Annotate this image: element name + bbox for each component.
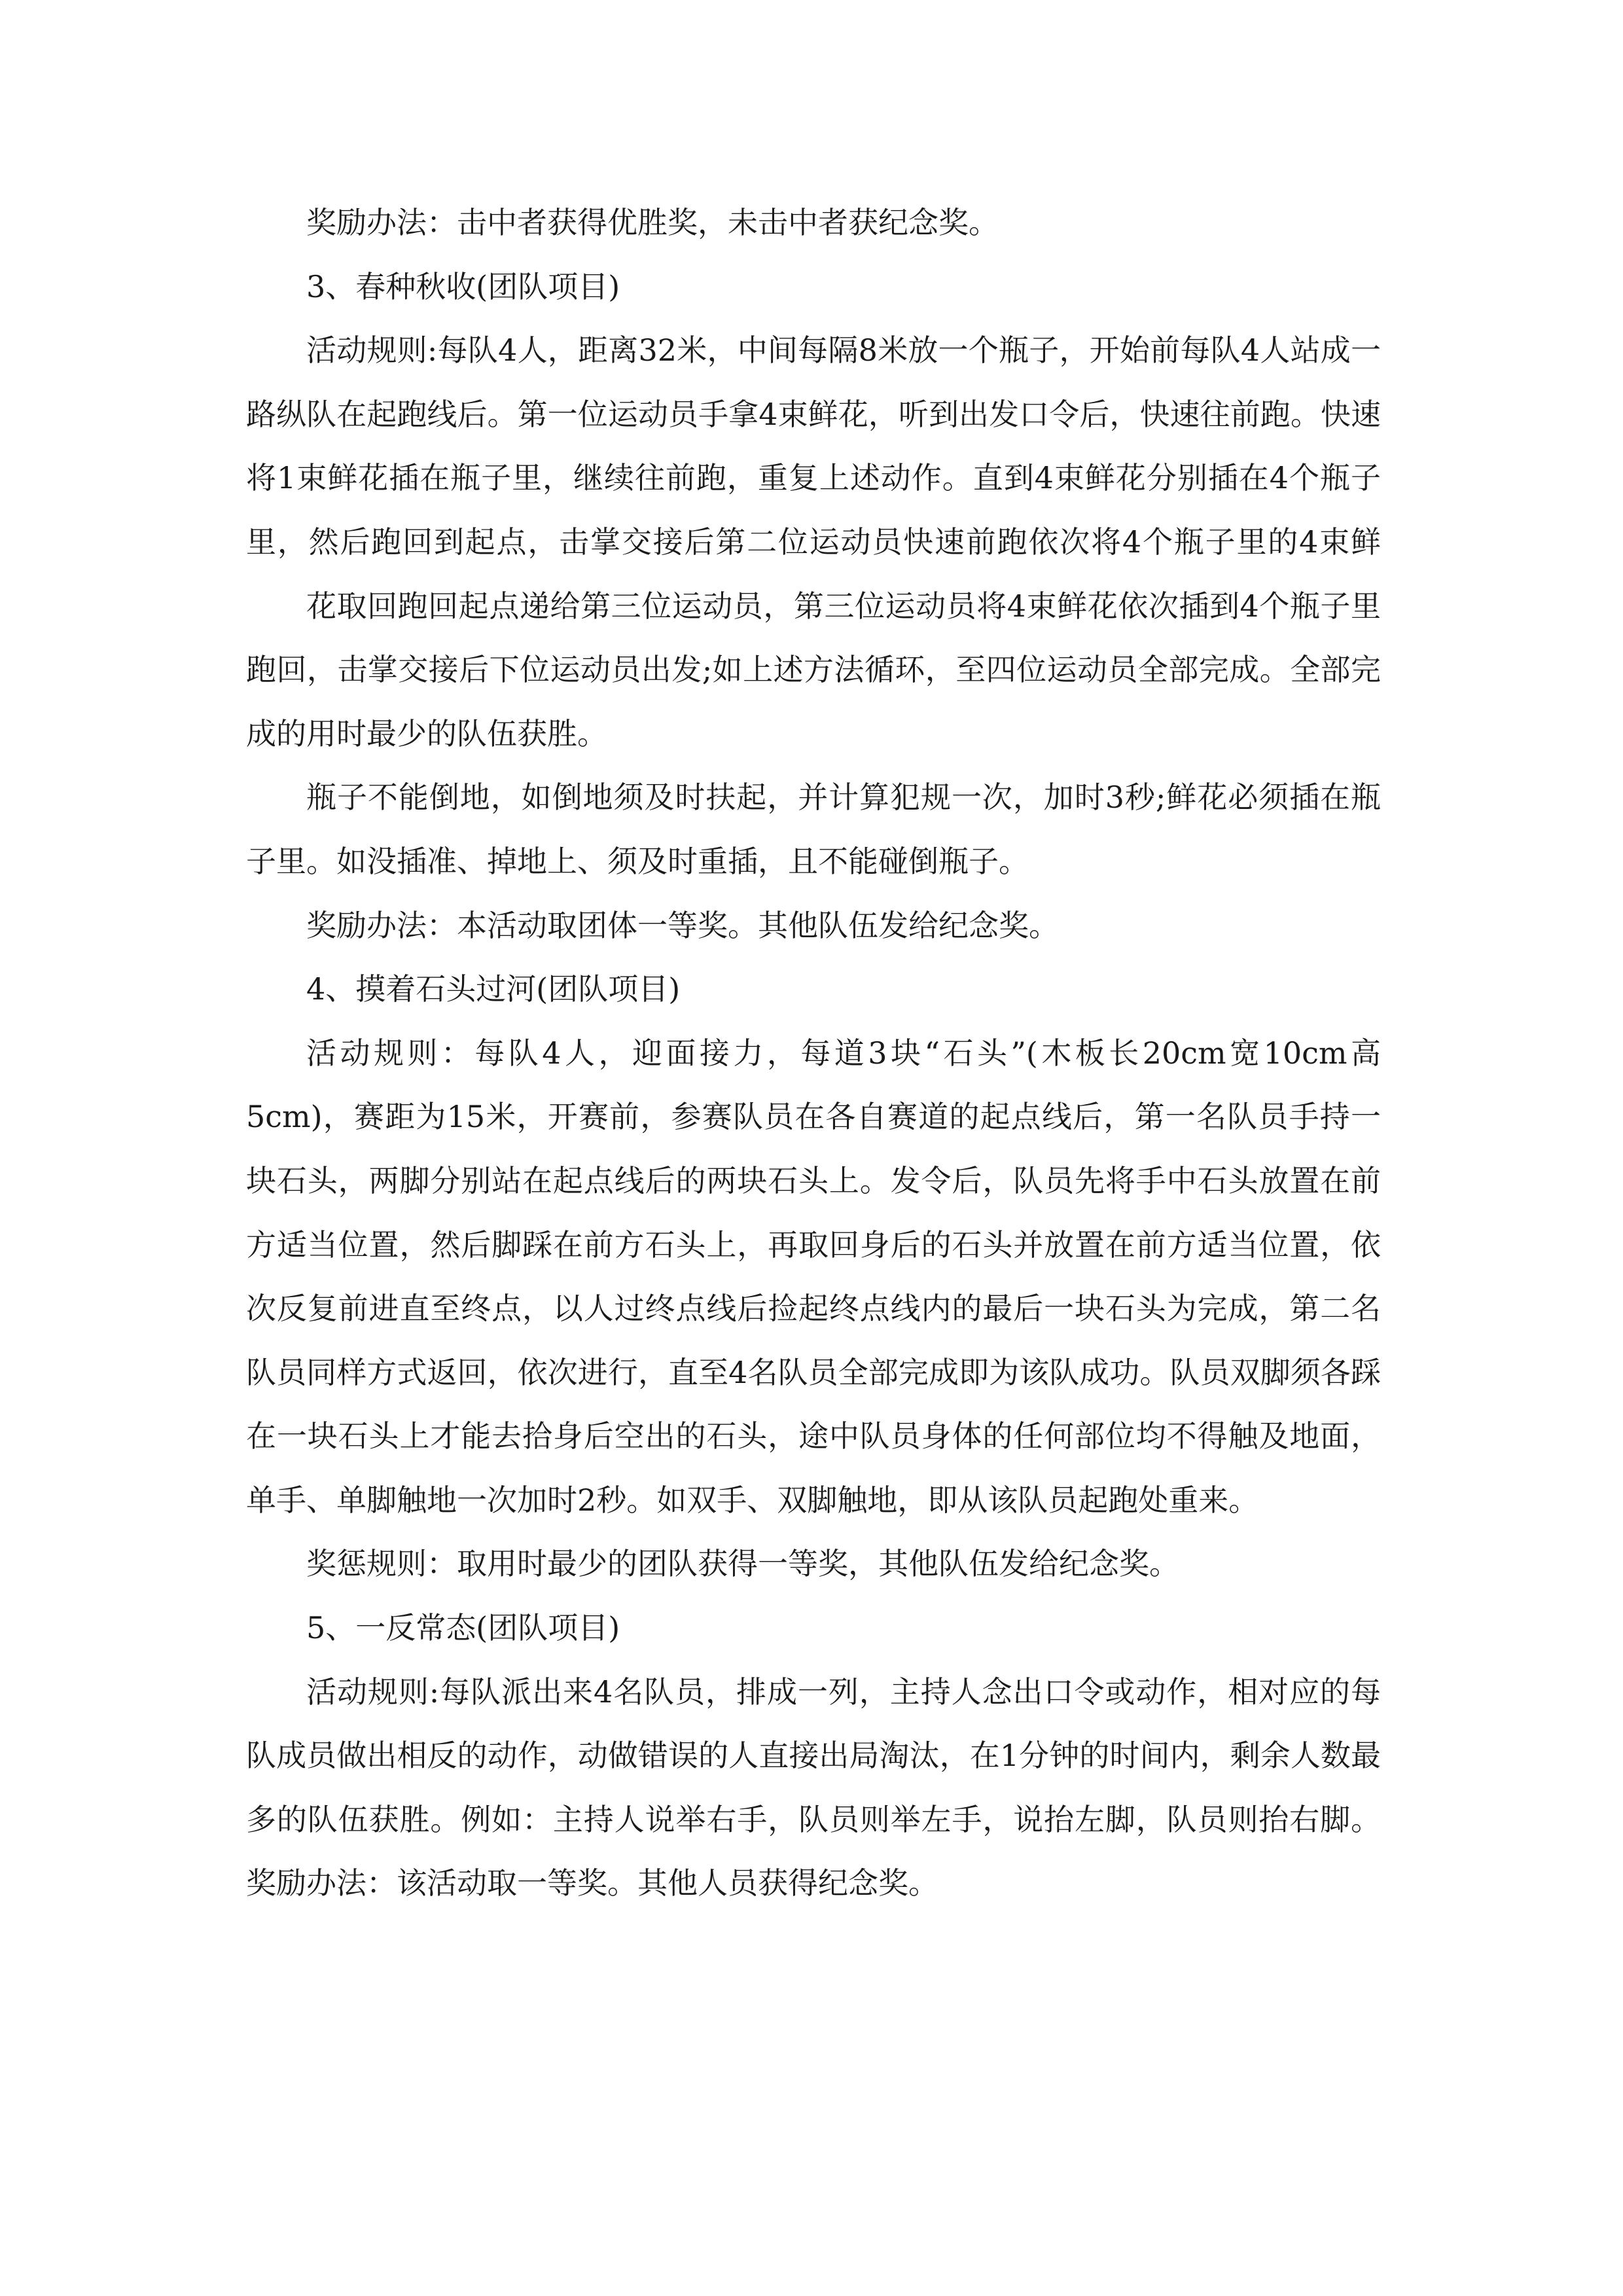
paragraph-reward-method-hit: 奖励办法：击中者获得优胜奖，未击中者获纪念奖。 — [306, 205, 999, 240]
heading-opposite-action: 5、一反常态(团队项目) — [306, 1610, 620, 1646]
paragraph-reward-method-team: 奖励办法：本活动取团体一等奖。其他队伍发给纪念奖。 — [306, 907, 1059, 943]
heading-cross-river-stones: 4、摸着石头过河(团队项目) — [306, 971, 681, 1007]
paragraph-reward-penalty-rules: 奖惩规则：取用时最少的团队获得一等奖，其他队伍发给纪念奖。 — [306, 1546, 1179, 1582]
paragraph-activity-rules-stones: 活动规则：每队4人，迎面接力，每道3块“石头”(木板长20cm宽10cm高5cm)，赛距为15米，开赛前，参赛队员在各自赛道的起点线后，第一名队员手持一块石头，两脚分别站在起点线后的两块石头上。发令后，队员先将手中石头放置在前方适当位置，然后脚踩在前方石头上，再取回身后的石头并放置在前方适当位置，依次反复前进直至终点，以人过终点线后捡起终点线内的最后一块石头为完成，第二名队员同样方式返回，依次进行，直至4名队员全部完成即为该队成功。队员双脚须各踩在一块石头上才能去拾身后空出的石头，途中队员身体的任何部位均不得触及地面，单手、单脚触地一次加时2秒。如双手、双脚触地，即从该队员起跑处重来。 — [246, 1035, 1381, 1518]
paragraph-activity-rules-opposite: 活动规则:每队派出来4名队员，排成一列，主持人念出口令或动作，相对应的每队成员做出相反的动作，动做错误的人直接出局淘汰，在1分钟的时间内，剩余人数最多的队伍获胜。例如：主持人说举右手，队员则举左手，说抬左脚，队员则抬右脚。奖励办法：该活动取一等奖。其他人员获得纪念奖。 — [246, 1674, 1381, 1901]
heading-spring-sow-autumn-harvest: 3、春种秋收(团队项目) — [306, 268, 620, 304]
paragraph-activity-rules-flowers: 活动规则:每队4人，距离32米，中间每隔8米放一个瓶子，开始前每队4人站成一路纵队在起跑线后。第一位运动员手拿4束鲜花，听到出发口令后，快速往前跑。快速将1束鲜花插在瓶子里，继续往前跑，重复上述动作。直到4束鲜花分别插在4个瓶子里，然后跑回到起点，击掌交接后第二位运动员快速前跑依次将4个瓶子里的4束鲜 — [246, 332, 1381, 560]
paragraph-bottle-penalty: 瓶子不能倒地，如倒地须及时扶起，并计算犯规一次，加时3秒;鲜花必须插在瓶子里。如没插准、掉地上、须及时重插，且不能碰倒瓶子。 — [246, 780, 1381, 879]
paragraph-flowers-continued: 花取回跑回起点递给第三位运动员，第三位运动员将4束鲜花依次插到4个瓶子里跑回，击掌交接后下位运动员出发;如上述方法循环，至四位运动员全部完成。全部完成的用时最少的队伍获胜。 — [246, 588, 1381, 751]
document-body — [246, 191, 1381, 1916]
